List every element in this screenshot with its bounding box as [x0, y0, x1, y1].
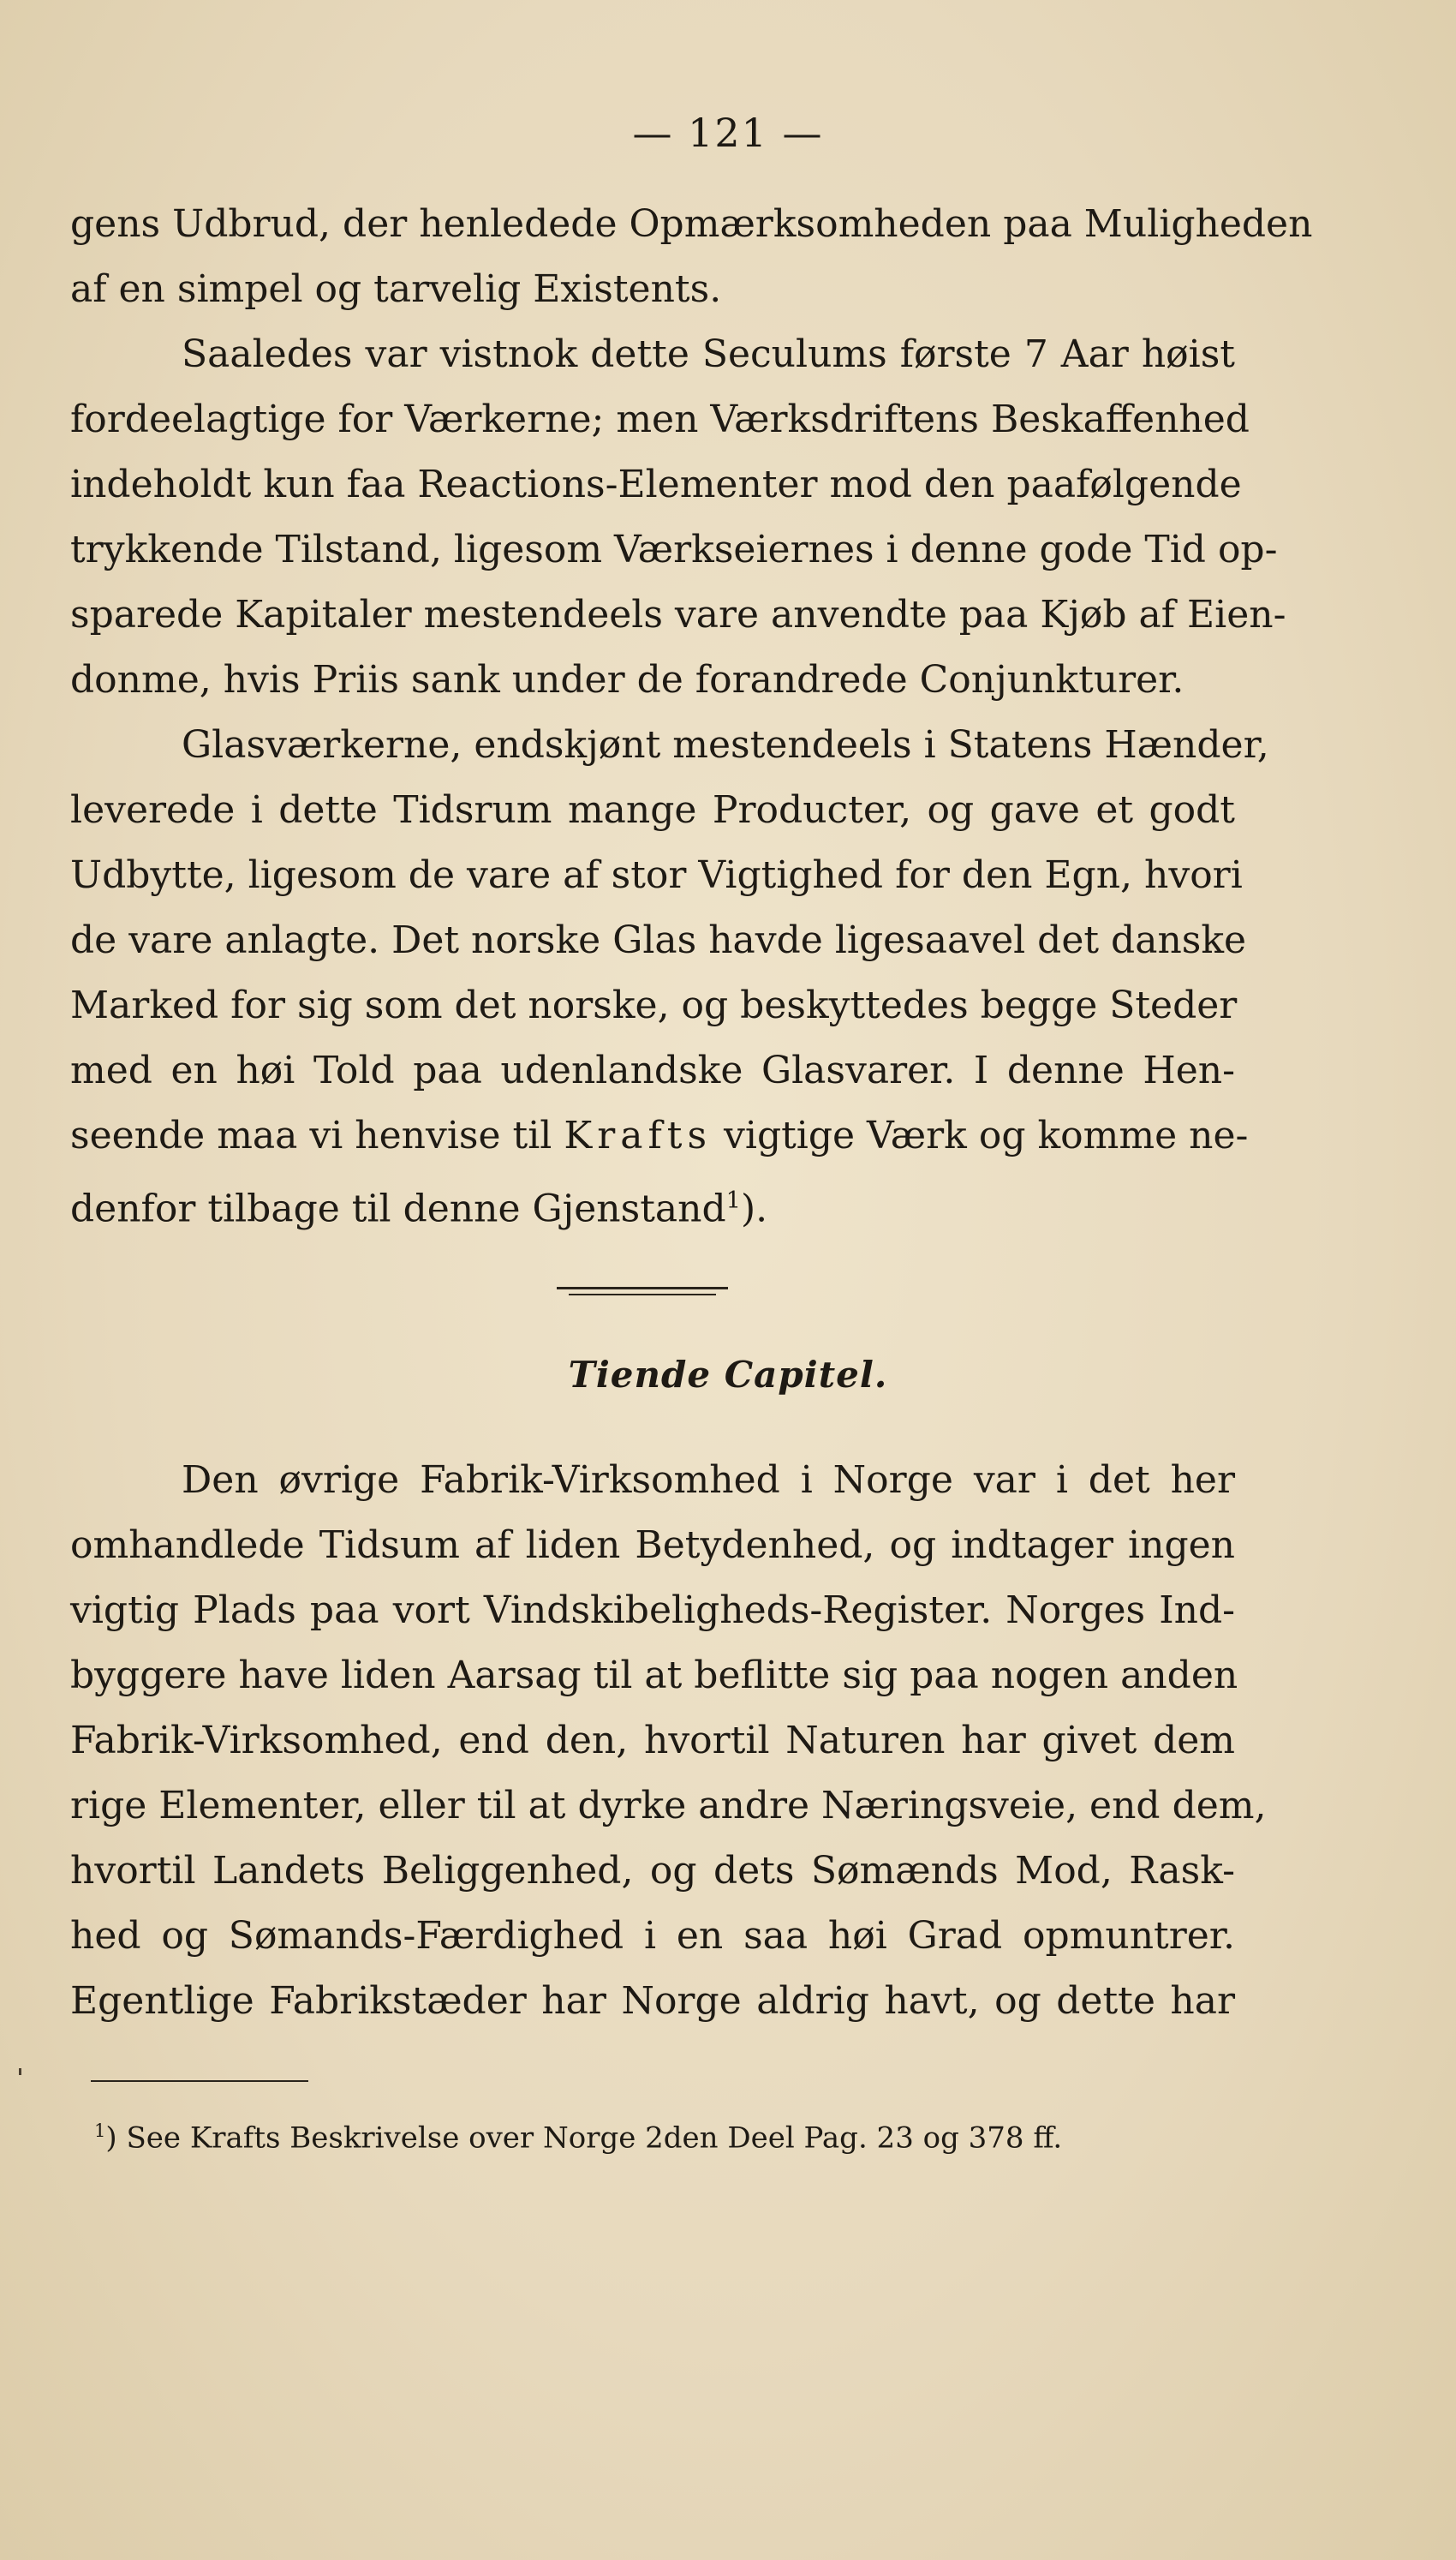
- footnote-reference[interactable]: 1: [725, 1187, 741, 1214]
- text-line: [70, 1104, 1249, 1169]
- text-line: Egentlige Fabrikstæder har Norge aldrig havt, og dette har: [70, 1979, 1235, 2023]
- footnote-mark: 1: [94, 2120, 106, 2141]
- text-line: hed og Sømands-Færdighed i en saa høi Grad opmuntrer.: [70, 1914, 1235, 1958]
- divider-rule: [569, 1294, 716, 1295]
- text-line: fordeelagtige for Værkerne; men Værksdriftens Beskaffenhed: [70, 398, 1250, 441]
- spaced-author-name: Krafts: [564, 1114, 713, 1157]
- text-line: de vare anlagte. Det norske Glas havde ligesaavel det danske: [70, 918, 1247, 962]
- text-line: [70, 1169, 1235, 1242]
- footnote-text: ) See Krafts Beskrivelse over Norge 2den Deel Pag. 23 og 378 ff.: [105, 2120, 1063, 2156]
- text-line-lead: seende maa vi henvise til Krafts vigtige Værk og komme ne-: [70, 1114, 1249, 1157]
- page-number: — 121 —: [632, 110, 824, 156]
- section-divider: [557, 1287, 728, 1297]
- text-line-body: denfor tilbage til denne Gjenstand: [70, 1187, 726, 1231]
- text-line: Den øvrige Fabrik-Virksomhed i Norge var i det her: [182, 1458, 1235, 1502]
- text-line: gens Udbrud, der henledede Opmærksomheden paa Muligheden: [70, 202, 1313, 246]
- text-line: Glasværkerne, endskjønt mestendeels i Statens Hænder,: [182, 723, 1269, 767]
- text-line: med en høi Told paa udenlandske Glasvarer. I denne Hen-: [70, 1049, 1235, 1092]
- text-line: Saaledes var vistnok dette Seculums første 7 Aar høist: [182, 332, 1235, 376]
- text-line-closing: ).: [741, 1187, 768, 1231]
- divider-rule: [557, 1287, 728, 1289]
- text-line: sparede Kapitaler mestendeels vare anvendte paa Kjøb af Eien-: [70, 593, 1286, 637]
- text-line: hvortil Landets Beliggenhed, og dets Sømænds Mod, Rask-: [70, 1849, 1235, 1893]
- text-line: byggere have liden Aarsag til at beflitte sig paa nogen anden: [70, 1654, 1238, 1697]
- paragraph-continuation: [70, 192, 1313, 322]
- text-line: rige Elementer, eller til at dyrke andre Næringsveie, end dem,: [70, 1784, 1267, 1827]
- page-edge-mark: [19, 2068, 21, 2075]
- text-line: vigtig Plads paa vort Vindskibeligheds-Register. Norges Ind-: [70, 1588, 1235, 1632]
- text-line: af en simpel og tarvelig Existents.: [70, 267, 722, 311]
- text-line: leverede i dette Tidsrum mange Producter, og gave et godt: [70, 788, 1235, 832]
- footnote: [94, 2109, 1242, 2159]
- text-line: indeholdt kun faa Reactions-Elementer mod den paafølgende: [70, 463, 1242, 506]
- text-line: donme, hvis Priis sank under de forandrede Conjunkturer.: [70, 658, 1184, 702]
- text-line: omhandlede Tidsum af liden Betydenhed, og indtager ingen: [70, 1523, 1235, 1567]
- paragraph-seculum: [70, 322, 1286, 713]
- text-line: Marked for sig som det norske, og beskyttedes begge Steder: [70, 984, 1238, 1027]
- text-line: trykkende Tilstand, ligesom Værkseiernes i denne gode Tid op-: [70, 528, 1278, 571]
- paragraph-fabrik: [70, 1448, 1267, 2034]
- text-line: Fabrik-Virksomhed, end den, hvortil Naturen har givet dem: [70, 1719, 1235, 1762]
- chapter-heading: Tiende Capitel.: [568, 1354, 888, 1396]
- footnote-rule: [91, 2080, 308, 2082]
- text-line: Udbytte, ligesom de vare af stor Vigtighed for den Egn, hvori: [70, 853, 1243, 897]
- paragraph-glasvaerkerne: [70, 713, 1269, 1242]
